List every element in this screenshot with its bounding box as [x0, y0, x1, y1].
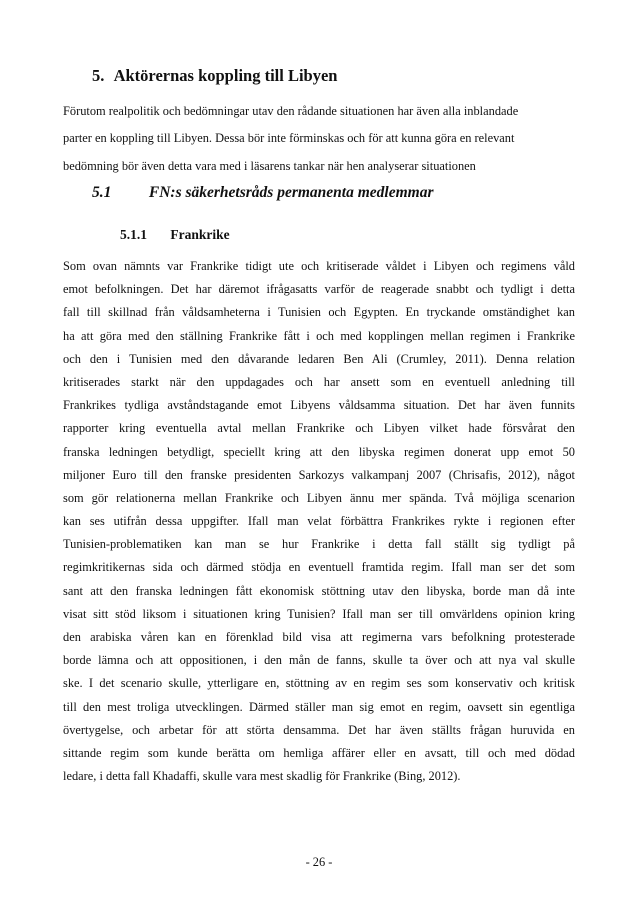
subsubsection-title: Frankrike [170, 227, 230, 242]
body-line: regimkritikernas sida och därmed stödja en eventuell framtida regim. Ifall man ser det som [63, 560, 575, 575]
body-line: rapporter kring eventuella avtal mellan Frankrike och Libyen vilket hade försvårat den [63, 421, 575, 436]
body-line: ha att göra med den ställning Frankrike fått i och med kopplingen mellan regimen i Frankrike [63, 328, 575, 343]
body-line: Frankrikes tydliga avståndstagande emot Libyens våldsamma situation. Det har även funnits [63, 398, 575, 413]
subsubsection-number: 5.1.1 [120, 227, 147, 242]
body-line: som gör relationerna mellan Frankrike och Libyen ännu mer spända. Två möjliga scenarion [63, 490, 575, 505]
intro-line: bedömning bör även detta vara med i läsarens tankar när hen analyserar situationen [63, 158, 476, 173]
subsection-number: 5.1 [92, 184, 112, 201]
body-line: visat sitt stöd liksom i situationen kring Tunisien? Ifall man ser till omvärldens opinion kring [63, 606, 575, 621]
section-heading [92, 66, 337, 86]
body-line: Tunisien-problematiken kan man se hur Frankrike i detta fall ställt sig tydligt på [63, 537, 575, 552]
body-line: till den mest troliga utvecklingen. Därmed ställer man sig emot en regim, oavsett sin egentliga [63, 699, 575, 714]
body-line: den arabiska våren kan en förenklad bild visa att regimerna vars befolkning protesterade [63, 630, 575, 644]
body-line: ledare, i detta fall Khadaffi, skulle vara mest skadlig för Frankrike (Bing, 2012). [63, 769, 461, 784]
section-number: 5. [92, 66, 105, 85]
body-line: emot befolkningen. Det har däremot ifrågasatts varför de reagerade snabbt och tydligt i detta [63, 282, 575, 297]
body-paragraph [63, 237, 575, 788]
body-line: borde lämna och att oppositionen, i den mån de fanns, skulle ta över och att nya val skulle [63, 653, 575, 668]
body-line: kan ses utifrån dessa uppgifter. Ifall man velat förbättra Frankrikes rykte i regionen efter [63, 514, 575, 529]
subsection-title: FN:s säkerhetsråds permanenta medlemmar [148, 184, 434, 201]
intro-paragraph [63, 98, 575, 180]
body-line: och den i Tunisien med den dåvarande ledaren Ben Ali (Crumley, 2011). Denna relation [63, 351, 575, 366]
body-line: franska ledningen betydligt, speciellt kring att den libyska regimen donerat upp emot 50 [63, 444, 575, 459]
section-title: Aktörernas koppling till Libyen [113, 66, 338, 85]
body-line: kritiserades starkt när den uppdagades och har ansett som en eventuell anledning till [63, 374, 575, 389]
intro-line: parter en koppling till Libyen. Dessa bör inte förminskas och för att kunna göra en relevant [63, 131, 515, 146]
body-line: övertygelse, och arbetar för att störta densamma. Det har även ställts frågan huruvida en [63, 722, 575, 737]
body-line: sant att den franska ledningen fått ekonomisk stöttning utav den libyska, borde man då inte [63, 583, 575, 598]
body-line: Som ovan nämnts var Frankrike tidigt ute och kritiserade våldet i Libyen och regimens våld [63, 259, 575, 273]
body-line: ske. I det scenario skulle, ytterligare en, stöttning av en regim ses som konservativ och kritisk [63, 676, 575, 691]
body-line: sittande regim som kunde berätta om hemliga affärer eller en avsatt, till och med dödad [63, 745, 575, 760]
subsection-heading [92, 184, 433, 202]
intro-line: Förutom realpolitik och bedömningar utav den rådande situationen har även alla inblandade [63, 104, 519, 118]
body-spacer [63, 237, 575, 255]
body-line: fall till skillnad från våldsamheterna i Tunisien och Egypten. En tryckande omständighet kan [63, 305, 575, 320]
body-line: miljoner Euro till den franske presidenten Sarkozys valkampanj 2007 (Chrisafis, 2012), något [63, 467, 575, 482]
page-number: - 26 - [305, 855, 333, 869]
